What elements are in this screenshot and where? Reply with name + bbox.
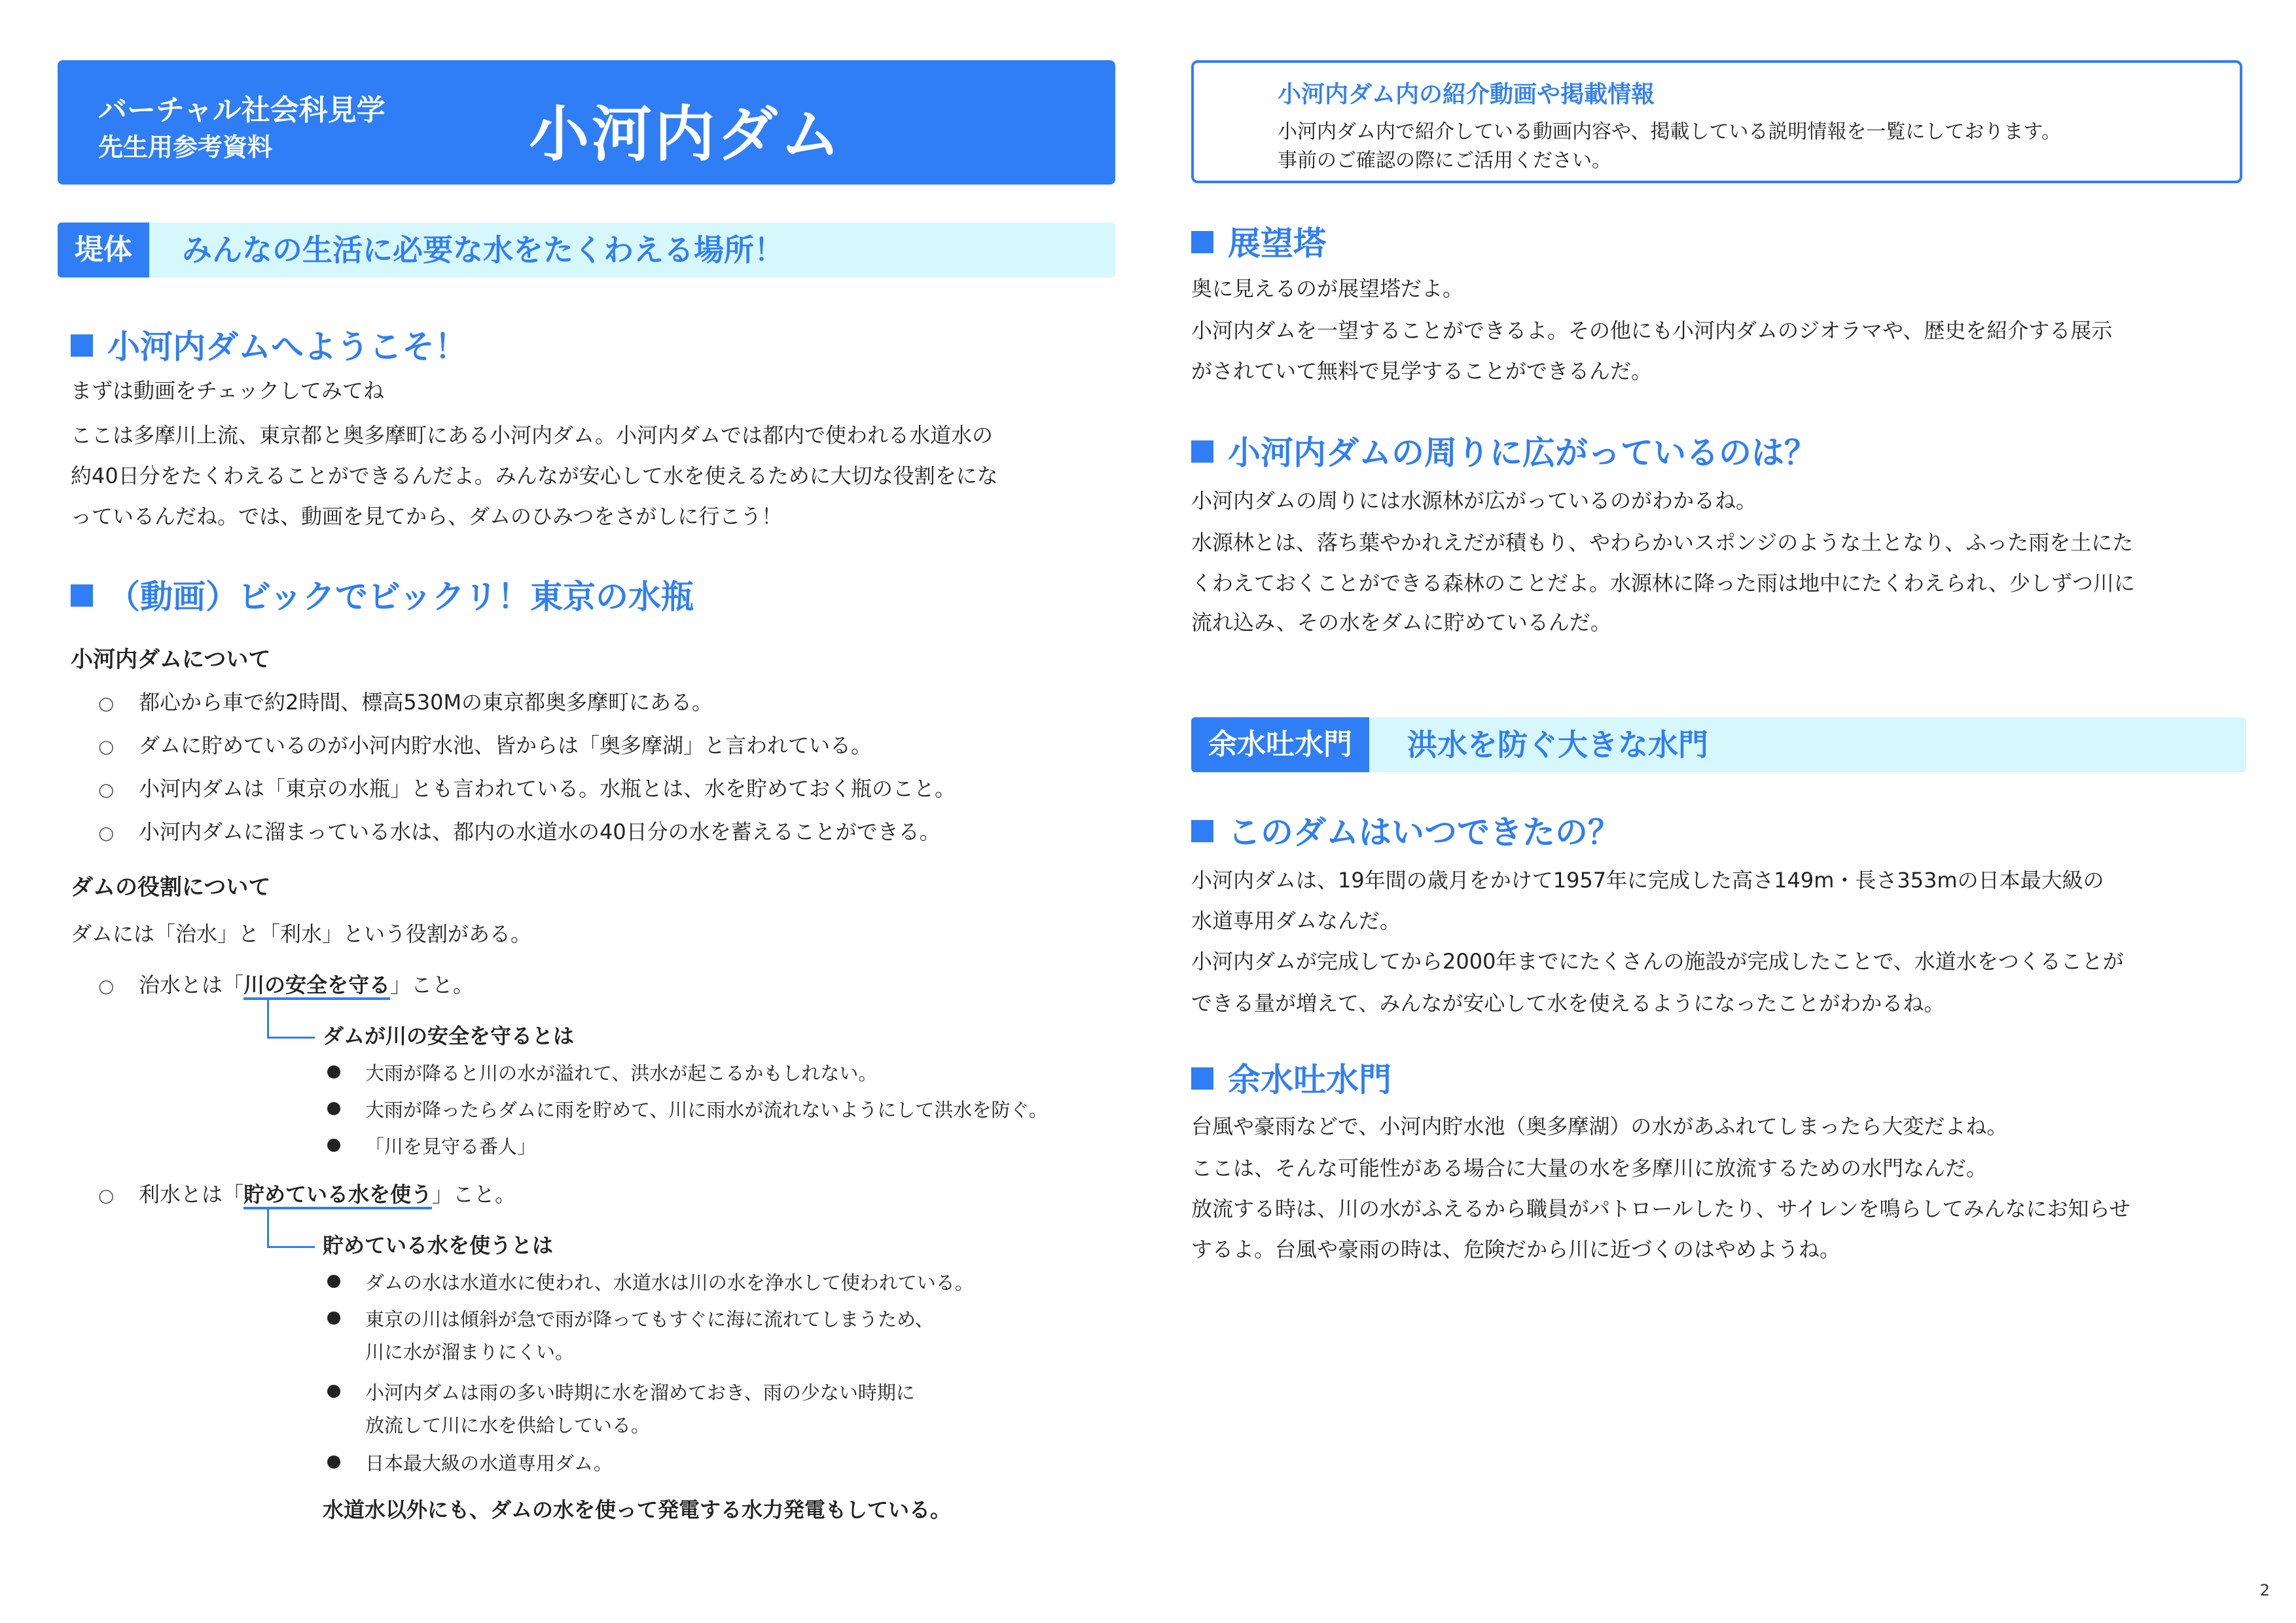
heading-yosui: 余水吐水門 <box>1191 1054 1391 1101</box>
bullet-dot-icon <box>327 1455 340 1469</box>
section-bar-teitai <box>58 223 1115 277</box>
role-title: ダムの役割について <box>71 874 271 901</box>
role-intro: ダムには「治水」と「利水」という役割がある。 <box>71 921 532 946</box>
about-title: 小河内ダムについて <box>71 647 271 673</box>
paragraph-line: 流れ込み、その水をダムに貯めているんだ。 <box>1191 610 1611 635</box>
bullet-item: ダムの水は水道水に使われ、水道水は川の水を浄水して使われている。 <box>365 1266 974 1300</box>
square-icon <box>1191 231 1213 253</box>
paragraph-line: 台風や豪雨などで、小河内貯水池（奥多摩湖）の水があふれてしまったら大変だよね。 <box>1191 1114 2008 1139</box>
connector-line <box>267 1000 315 1039</box>
paragraph-line: 小河内ダムの周りには水源林が広がっているのがわかるね。 <box>1191 488 1757 513</box>
paragraph-line: 約40日分をたくわえることができるんだよ。みんなが安心して水を使えるために大切な役割をにな <box>71 463 998 488</box>
list-item-chisui: ○ 治水とは「川の安全を守る」こと。 <box>98 969 474 999</box>
list-item: ○ 都心から車で約2時間、標高530Mの東京都奥多摩町にある。 <box>98 690 713 715</box>
paragraph-line: 小河内ダムを一望することができるよ。その他にも小河内ダムのジオラマや、歴史を紹介する展示 <box>1191 318 2113 343</box>
circle-bullet-icon: ○ <box>98 975 115 997</box>
bullet-item: 小河内ダムは雨の多い時期に水を溜めておき、雨の少ない時期に <box>365 1376 915 1410</box>
circle-bullet-icon: ○ <box>98 779 115 800</box>
section-title: みんなの生活に必要な水をたくわえる場所！ <box>182 232 784 268</box>
note-hydropower: 水道水以外にも、ダムの水を使って発電する水力発電もしている。 <box>323 1497 952 1522</box>
section-tag: 余水吐水門 <box>1191 717 1369 772</box>
bullet-item-continued: 川に水が溜まりにくい。 <box>365 1341 575 1363</box>
heading-tenbo: 展望塔 <box>1191 217 1326 264</box>
section-tag: 堤体 <box>58 223 149 277</box>
bullet-item: 日本最大級の水道専用ダム。 <box>365 1446 613 1480</box>
subhead-chisui: ダムが川の安全を守るとは <box>323 1024 575 1048</box>
heading-mawari: 小河内ダムの周りに広がっているのは？ <box>1191 427 1817 474</box>
emphasis-underline: 川の安全を守る <box>243 972 390 1000</box>
circle-bullet-icon: ○ <box>98 692 115 714</box>
info-box-title: 小河内ダム内の紹介動画や掲載情報 <box>1278 81 1655 108</box>
paragraph-line: できる量が増えて、みんなが安心して水を使えるようになったことがわかるね。 <box>1191 991 1945 1016</box>
square-icon <box>1191 1067 1213 1090</box>
paragraph-line: 小河内ダムが完成してから2000年までにたくさんの施設が完成したことで、水道水をつくることが <box>1191 949 2124 974</box>
square-icon <box>1191 440 1213 463</box>
bullet-dot-icon <box>327 1102 340 1115</box>
bullet-item-continued: 放流して川に水を供給している。 <box>365 1414 651 1436</box>
paragraph-line: ここは、そんな可能性がある場合に大量の水を多摩川に放流するための水門なんだ。 <box>1191 1156 1988 1181</box>
heading-video: （動画）ビックでビックリ！東京の水瓶 <box>71 571 694 618</box>
paragraph-line: っているんだね。では、動画を見てから、ダムのひみつをさがしに行こう！ <box>71 504 783 529</box>
square-icon <box>1191 820 1213 842</box>
banner-subtitle-2: 先生用参考資料 <box>98 133 273 162</box>
circle-bullet-icon: ○ <box>98 1185 115 1206</box>
info-box <box>1191 60 2242 183</box>
circle-bullet-icon: ○ <box>98 822 115 844</box>
bullet-dot-icon <box>327 1065 340 1079</box>
bullet-item: 「川を見守る番人」 <box>365 1130 536 1164</box>
paragraph-line: 放流する時は、川の水がふえるから職員がパトロールしたり、サイレンを鳴らしてみんなにお知らせ <box>1191 1196 2130 1221</box>
banner-subtitle: バーチャル社会科見学 <box>98 94 386 127</box>
subhead-risui: 貯めている水を使うとは <box>323 1233 554 1258</box>
circle-bullet-icon: ○ <box>98 736 115 757</box>
paragraph-line: 水源林とは、落ち葉やかれえだが積もり、やわらかいスポンジのような土となり、ふった雨を土にた <box>1191 530 2134 555</box>
info-box-line: 小河内ダム内で紹介している動画内容や、掲載している説明情報を一覧にしております。 <box>1278 120 2061 143</box>
connector-line <box>267 1209 315 1248</box>
bullet-dot-icon <box>327 1139 340 1152</box>
list-item: ○ 小河内ダムは「東京の水瓶」とも言われている。水瓶とは、水を貯めておく瓶のこと。 <box>98 776 956 801</box>
header-banner <box>58 60 1115 185</box>
emphasis-underline: 貯めている水を使う <box>243 1182 432 1209</box>
paragraph-line: するよ。台風や豪雨の時は、危険だから川に近づくのはやめようね。 <box>1191 1237 1841 1262</box>
paragraph-line: がされていて無料で見学することができるんだ。 <box>1191 359 1653 383</box>
bullet-item: 大雨が降ると川の水が溢れて、洪水が起こるかもしれない。 <box>365 1056 877 1090</box>
square-icon <box>71 584 93 607</box>
list-item: ○ ダムに貯めているのが小河内貯水池、皆からは「奥多摩湖」と言われている。 <box>98 733 872 758</box>
list-item: ○ 小河内ダムに溜まっている水は、都内の水道水の40日分の水を蓄えることができる。 <box>98 819 941 844</box>
page-number: 2 <box>2259 1581 2270 1599</box>
section-bar-yosui <box>1191 717 2246 772</box>
section-title: 洪水を防ぐ大きな水門 <box>1407 727 1708 762</box>
page-title: 小河内ダム <box>529 99 844 169</box>
paragraph-line: 奥に見えるのが展望塔だよ。 <box>1191 276 1464 301</box>
bullet-dot-icon <box>327 1385 340 1398</box>
bullet-item: 大雨が降ったらダムに雨を貯めて、川に雨水が流れないようにして洪水を防ぐ。 <box>365 1093 1048 1127</box>
square-icon <box>71 334 93 357</box>
bullet-dot-icon <box>327 1311 340 1325</box>
list-item-risui: ○ 利水とは「貯めている水を使う」こと。 <box>98 1178 516 1208</box>
paragraph-line: 水道専用ダムなんだ。 <box>1191 908 1401 933</box>
paragraph-line: くわえておくことができる森林のことだよ。水源林に降った雨は地中にたくわえられ、少しずつ川に <box>1191 571 2135 596</box>
heading-welcome: 小河内ダムへようこそ！ <box>71 321 467 368</box>
bullet-item: 東京の川は傾斜が急で雨が降ってもすぐに海に流れてしまうため、 <box>365 1302 934 1336</box>
info-box-line: 事前のご確認の際にご活用ください。 <box>1278 149 1611 172</box>
paragraph-line: 小河内ダムは、19年間の歳月をかけて1957年に完成した高さ149m・長さ353mの日本最大級の <box>1191 868 2104 893</box>
heading-itsu: このダムはいつできたの？ <box>1191 806 1621 853</box>
bullet-dot-icon <box>327 1275 340 1288</box>
paragraph-line: まずは動画をチェックしてみてね <box>71 378 385 403</box>
paragraph-line: ここは多摩川上流、東京都と奥多摩町にある小河内ダム。小河内ダムでは都内で使われる水道水の <box>71 423 993 448</box>
